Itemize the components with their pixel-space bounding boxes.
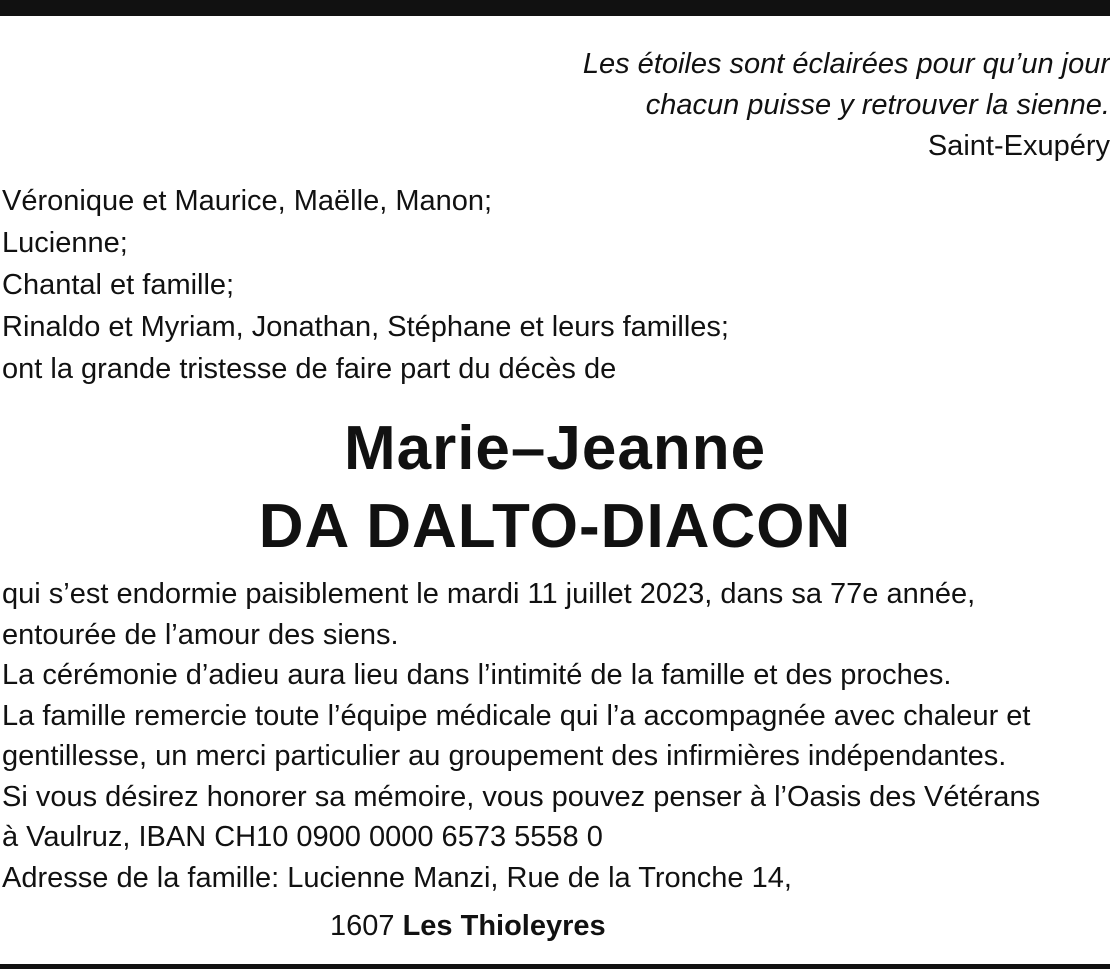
body-line: qui s’est endormie paisiblement le mardi 11 juillet 2023, dans sa 77e année, — [2, 578, 976, 610]
bottom-rule — [0, 964, 1110, 969]
body-line: entourée de l’amour des siens. — [2, 618, 399, 651]
deceased-first-name: Marie–Jeanne — [343, 414, 767, 483]
quote-author: Saint-Exupéry — [927, 130, 1110, 162]
body-line: La cérémonie d’adieu aura lieu dans l’intimité de la famille et des proches. — [2, 659, 952, 691]
deceased-name — [0, 410, 1110, 566]
epigraph-quote — [0, 44, 1110, 167]
family-line: Lucienne; — [2, 227, 128, 259]
family-line: Rinaldo et Myriam, Jonathan, Stéphane et leurs familles; — [2, 311, 729, 343]
body-line: Si vous désirez honorer sa mémoire, vous pouvez penser à l’Oasis des Vétérans — [2, 780, 1041, 813]
quote-line-1: Les étoiles sont éclairées pour qu’un jour — [582, 48, 1110, 80]
address-postcode: 1607 — [330, 910, 395, 942]
address-line: Adresse de la famille: Lucienne Manzi, Rue de la Tronche 14, — [2, 861, 792, 894]
address-city: Les Thioleyres — [402, 910, 606, 942]
body-line: gentillesse, un merci particulier au groupement des infirmières indépendantes. — [2, 740, 1007, 772]
quote-line-2: chacun puisse y retrouver la sienne. — [645, 89, 1110, 121]
body-line: La famille remercie toute l’équipe médicale qui l’a accompagnée avec chaleur et — [2, 699, 1031, 732]
deceased-last-name: DA DALTO-DIACON — [258, 492, 852, 561]
obituary-body — [2, 574, 1108, 898]
address-city-line — [330, 906, 606, 946]
top-rule — [0, 0, 1110, 16]
family-line: Chantal et famille; — [2, 269, 235, 301]
body-line: à Vaulruz, IBAN CH10 0900 0000 6573 5558 0 — [2, 821, 603, 853]
family-announcers — [2, 180, 1102, 390]
announcement-line: ont la grande tristesse de faire part du décès de — [2, 353, 617, 385]
family-line: Véronique et Maurice, Maëlle, Manon; — [2, 185, 493, 217]
